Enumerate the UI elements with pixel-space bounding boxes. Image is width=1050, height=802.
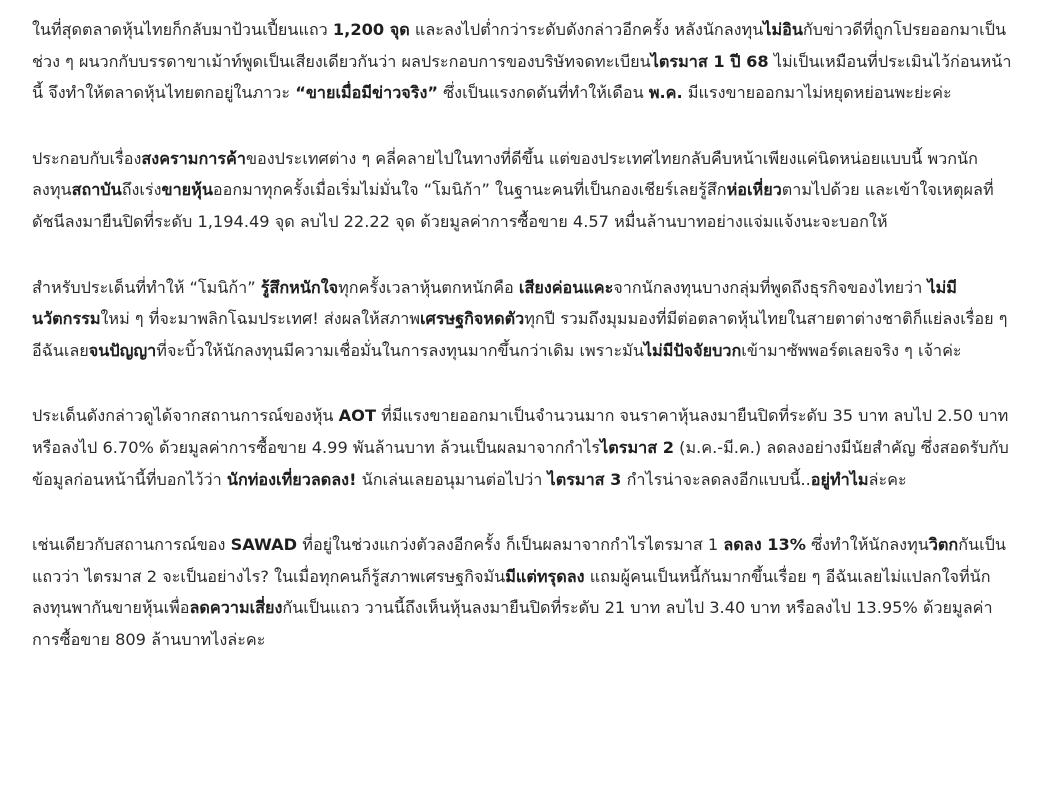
bold-text: จนปัญญา [88, 340, 157, 360]
text-run: เช่นเดียวกับสถานการณ์ของ [32, 535, 231, 555]
bold-text: เสียงค่อนแคะ [518, 277, 614, 297]
bold-text: อยู่ทำไม [810, 469, 869, 489]
bold-text: ไตรมาส 1 ปี 68 [650, 51, 769, 71]
text-run: ที่จะบิ้วให้นักลงทุนมีความเชื่อมั่นในการลงทุนมากขึ้นกว่าเดิม เพราะมัน [156, 340, 644, 360]
bold-text: เศรษฐกิจหดตัว [420, 309, 525, 329]
bold-text: มีแต่ทรุดลง [505, 566, 585, 586]
bold-text: รู้สึกหนักใจ [260, 277, 339, 297]
bold-text: AOT [338, 406, 376, 426]
text-run: ถึงเร่ง [121, 180, 162, 200]
paragraph [32, 14, 1014, 109]
text-run: (ม.ค.-มี.ค.) ลดลงอย่างมีนัยสำคัญ ซึ่งสอดรับกับข้อมูลก่อนหน้านี้ที่บอกไว้ว่า [32, 437, 1009, 489]
bold-text: นักท่องเที่ยวลดลง! [226, 469, 357, 489]
text-run: ซึ่งทำให้นักลงทุน [806, 535, 929, 555]
text-run: ทุกครั้งเวลาหุ้นตกหนักคือ [338, 277, 519, 297]
bold-text: สถาบัน [71, 180, 122, 200]
bold-text: ขายหุ้น [161, 180, 213, 200]
text-run: นักเล่นเลยอนุมานต่อไปว่า [356, 469, 548, 489]
text-run: ล่ะคะ [868, 469, 907, 489]
paragraph [32, 272, 1014, 367]
bold-text: วิตก [928, 535, 959, 555]
bold-text: ห่อเหี่ยว [726, 180, 782, 200]
bold-text: สงครามการค้า [141, 148, 246, 168]
text-run: กันเป็นแถว วานนี้ถึงเห็นหุ้นลงมายืนปิดที่ระดับ 21 บาท ลบไป 3.40 บาท หรือลงไป 13.95% ด้วยมูลค่าการซื้อขาย 809 ล้านบาทไงล่ะคะ [32, 598, 993, 649]
text-run: ใหม่ ๆ ที่จะมาพลิกโฉมประเทศ! ส่งผลให้สภาพ [100, 309, 421, 329]
text-run: ที่มีแรงขายออกมาเป็นจำนวนมาก จนราคาหุ้นลงมายืนปิดที่ระดับ 35 บาท ลบไป 2.50 บาท หรือลงไป 6.70% ด้วยมูลค่าการซื้อขาย 4.99 พันล้านบาท ล้วนเป็นผลมาจากกำไร [32, 406, 1009, 457]
text-run: ประกอบกับเรื่อง [32, 148, 142, 168]
text-run: ซึ่งเป็นแรงกดดันที่ทำให้เดือน [438, 83, 649, 103]
text-run: ทุกปี รวมถึงมุมมองที่มีต่อตลาดหุ้นไทยในสายตาต่างชาติก็แย่ลงเรื่อย ๆ อีฉันเลย [32, 309, 1008, 360]
bold-text: “ขายเมื่อมีข่าวจริง” [295, 83, 439, 103]
text-run: ในที่สุดตลาดหุ้นไทยก็กลับมาป้วนเปี้ยนแถว [32, 20, 333, 39]
text-run: กันเป็นแถวว่า ไตรมาส 2 จะเป็นอย่างไร? ในเมื่อทุกคนก็รู้สภาพเศรษฐกิจมัน [32, 535, 1006, 586]
bold-text: ไตรมาส 2 [600, 437, 675, 457]
paragraph [32, 143, 1014, 238]
text-run: ออกมาทุกครั้งเมื่อเริ่มไม่มั่นใจ “โมนิก้า” ในฐานะคนที่เป็นกองเชียร์เลยรู้สึก [212, 180, 727, 200]
paragraph [32, 400, 1014, 495]
bold-text: 1,200 จุด [332, 20, 410, 39]
text-run: สำหรับประเด็นที่ทำให้ “โมนิก้า” [32, 277, 261, 297]
text-run: ประเด็นดังกล่าวดูได้จากสถานการณ์ของหุ้น [32, 406, 339, 426]
text-run: ของประเทศต่าง ๆ คลี่คลายไปในทางที่ดีขึ้น แต่ของประเทศไทยกลับคืบหน้าเพียงแค่นิดหน่อยแบบนี้ พวกนักลงทุน [32, 148, 978, 200]
bold-text: ไม่มีปัจจัยบวก [643, 340, 742, 360]
bold-text: ไตรมาส 3 [547, 469, 622, 489]
text-run: ที่อยู่ในช่วงแกว่งตัวลงอีกครั้ง ก็เป็นผลมาจากกำไรไตรมาส 1 [297, 535, 724, 555]
text-run: ตามไปด้วย และเข้าใจเหตุผลที่ดัชนีลงมายืนปิดที่ระดับ 1,194.49 จุด ลบไป 22.22 จุด ด้วยมูลค่าการซื้อขาย 4.57 หมื่นล้านบาทอย่างแจ่มแจ้งนะจะบอกให้ [32, 180, 994, 231]
bold-text: ลดความเสี่ยง [189, 598, 283, 618]
text-run: เข้ามาซัพพอร์ตเลยจริง ๆ เจ้าค่ะ [741, 340, 962, 360]
bold-text: ไม่มีนวัตกรรม [32, 277, 957, 329]
bold-text: ลดลง 13% [723, 535, 807, 555]
paragraph [32, 529, 1014, 655]
bold-text: พ.ค. [648, 83, 683, 103]
bold-text: SAWAD [230, 535, 298, 555]
text-run: มีแรงขายออกมาไม่หยุดหย่อนพะย่ะค่ะ [682, 83, 952, 103]
text-run: จากนักลงทุนบางกลุ่มที่พูดถึงธุรกิจของไทยว่า [613, 277, 928, 297]
text-run: แถมผู้คนเป็นหนี้กันมากขึ้นเรื่อย ๆ อีฉันเลยไม่แปลกใจที่นักลงทุนพากันขายหุ้นเพื่อ [32, 566, 991, 618]
text-run: กับข่าวดีที่ถูกโปรยออกมาเป็นช่วง ๆ ผนวกกับบรรดาขาเม้าท์พูดเป็นเสียงเดียวกันว่า ผลประกอบการของบริษัทจดทะเบียน [32, 20, 1007, 71]
bold-text: ไม่อิน [763, 20, 803, 39]
text-run: กำไรน่าจะลดลงอีกแบบนี้.. [621, 469, 811, 489]
text-run: และลงไปต่ำกว่าระดับดังกล่าวอีกครั้ง หลังนักลงทุน [409, 20, 764, 39]
text-run: ไม่เป็นเหมือนที่ประเมินไว้ก่อนหน้านี้ จึงทำให้ตลาดหุ้นไทยตกอยู่ในภาวะ [32, 51, 1012, 103]
